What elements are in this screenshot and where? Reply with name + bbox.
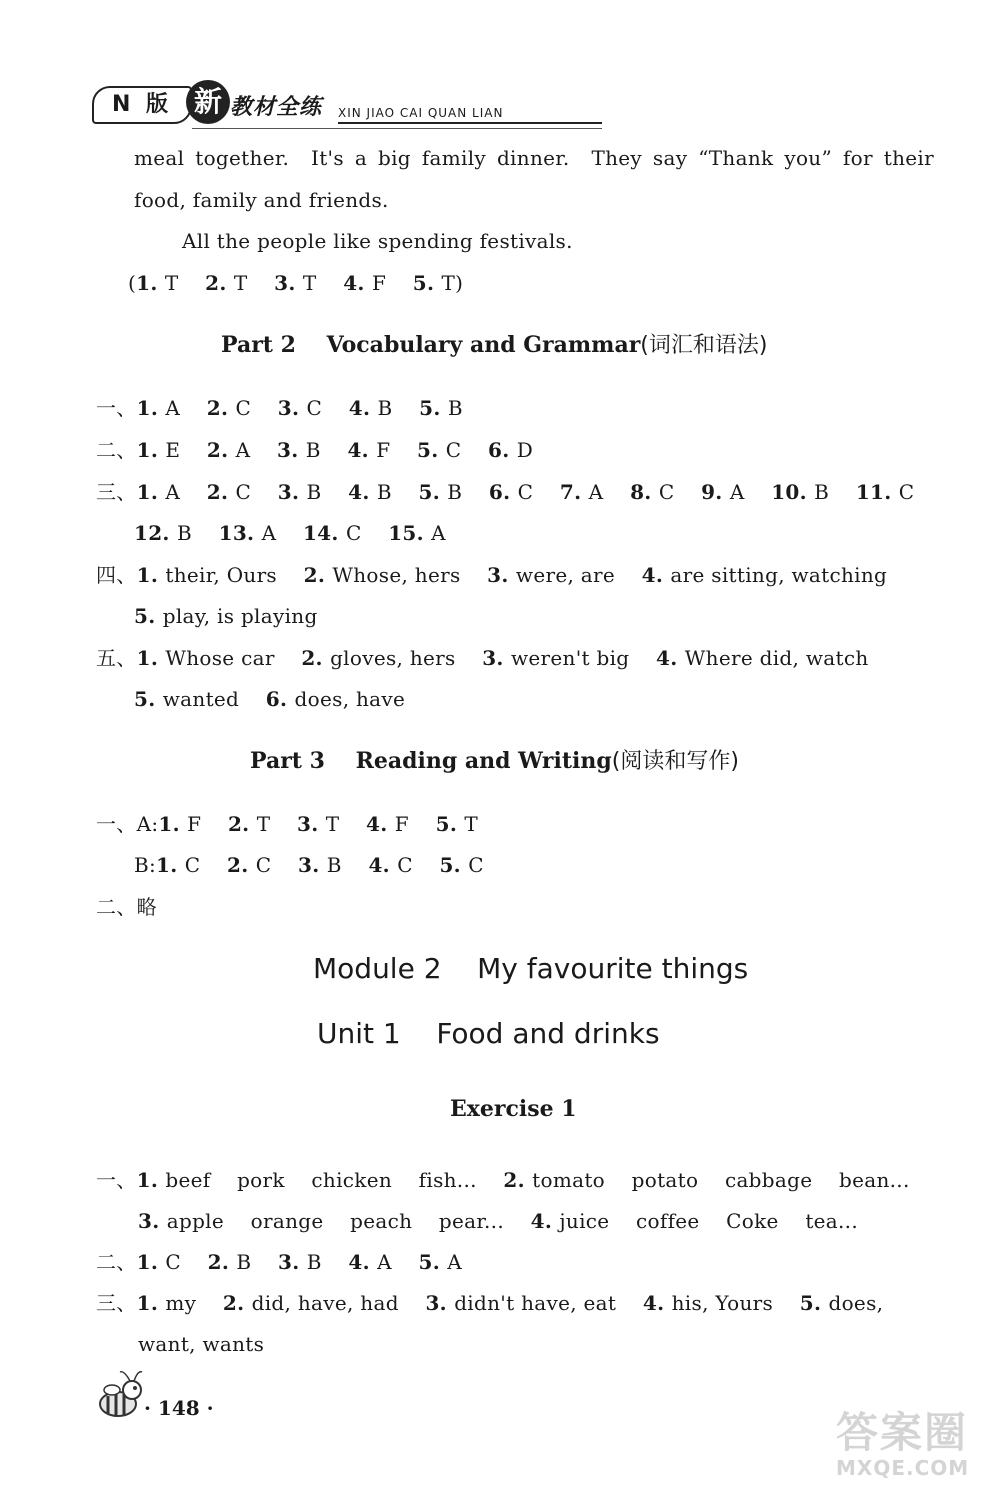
section-label: 三、 <box>96 480 137 504</box>
item-number: 1. <box>156 853 185 877</box>
item-answer: A <box>377 1250 392 1274</box>
item-number: 5. <box>439 853 469 877</box>
passage-line: meal together. It's a big family dinner. They say “Thank you” for their <box>134 146 934 170</box>
item-number: 5. <box>412 271 442 295</box>
header-big-char: 新 <box>186 80 230 124</box>
item-answer: C <box>165 1250 181 1274</box>
bee-mascot-icon <box>94 1368 150 1424</box>
item-number: 5. <box>799 1291 829 1315</box>
answer-list <box>137 396 463 420</box>
item-answer: his, Yours <box>671 1291 774 1315</box>
item-number: 1. <box>158 812 188 836</box>
exercise-title: Exercise 1 <box>450 1096 577 1122</box>
item-answer: B <box>377 396 393 420</box>
page-header <box>92 78 602 134</box>
item-answer: B <box>376 480 392 504</box>
item-number: 1. <box>136 646 166 670</box>
item-number: 4. <box>368 853 398 877</box>
item-answer: are sitting, watching <box>670 563 888 587</box>
item-answer: C <box>306 396 323 420</box>
section-label: 二、 <box>96 1250 137 1274</box>
answer-row <box>96 1167 910 1193</box>
item-number: 4. <box>656 646 685 670</box>
item-answer: A <box>431 521 446 545</box>
item-number: 5. <box>418 480 448 504</box>
unit-title: Unit 1 Food and drinks <box>317 1017 660 1050</box>
item-answer: Whose car <box>165 646 275 670</box>
answer-row <box>134 852 484 878</box>
item-number: 1. <box>136 480 166 504</box>
item-number: 1. <box>136 438 166 462</box>
item-number: 4. <box>530 1209 560 1233</box>
item-answer: F <box>187 812 202 836</box>
item-answer: T <box>441 271 456 295</box>
answer-row <box>134 603 318 629</box>
item-number: 4. <box>641 563 671 587</box>
item-answer: B <box>814 480 830 504</box>
item-answer: E <box>165 438 181 462</box>
answer-list <box>137 563 888 587</box>
item-number: 3. <box>482 646 511 670</box>
watermark-url: MXQE.COM <box>836 1456 970 1480</box>
item-answer: C <box>517 480 534 504</box>
item-answer: play, is playing <box>162 604 318 628</box>
item-answer: apple orange peach pear... <box>166 1209 504 1233</box>
answer-text: want, wants <box>138 1332 265 1356</box>
header-pinyin: XIN JIAO CAI QUAN LIAN <box>338 106 504 120</box>
item-answer: were, are <box>515 563 616 587</box>
item-number: 3. <box>278 1250 307 1274</box>
section-label: B: <box>134 853 157 877</box>
section-label: 三、 <box>96 1291 137 1315</box>
item-answer: B <box>306 1250 322 1274</box>
answer-row: (1. T 2. T 3. T 4. F 5. T) <box>128 271 464 295</box>
answer-list <box>137 646 869 670</box>
answer-list <box>137 438 534 462</box>
item-number: 10. <box>771 480 815 504</box>
answer-row <box>96 437 533 463</box>
item-number: 6. <box>488 480 518 504</box>
answer-list <box>156 853 484 877</box>
item-number: 4. <box>348 480 377 504</box>
item-answer: B <box>447 396 463 420</box>
item-answer: weren't big <box>510 646 630 670</box>
answer-row <box>96 479 914 505</box>
item-answer: C <box>445 438 462 462</box>
item-number: 5. <box>418 1250 448 1274</box>
answer-row <box>134 520 446 546</box>
answer-list <box>137 1291 884 1315</box>
item-number: 4. <box>348 1250 378 1274</box>
part2-title-cn: (词汇和语法) <box>640 333 768 358</box>
item-answer: A <box>729 480 745 504</box>
part2-heading <box>221 331 767 360</box>
item-number: 12. <box>134 521 177 545</box>
item-answer: T <box>302 271 317 295</box>
item-answer: beef pork chicken fish... <box>165 1168 477 1192</box>
answer-list <box>137 480 915 504</box>
answer-row <box>96 811 478 837</box>
item-number: 14. <box>302 521 346 545</box>
item-answer: D <box>516 438 534 462</box>
item-answer: does, have <box>294 687 406 711</box>
item-number: 4. <box>348 396 378 420</box>
item-number: 5. <box>417 438 446 462</box>
answer-row <box>96 894 157 920</box>
item-number: 2. <box>222 1291 252 1315</box>
header-rule <box>338 122 602 124</box>
item-number: 3. <box>298 853 327 877</box>
section-label: 一、A: <box>96 812 159 836</box>
answer-row <box>96 395 463 421</box>
item-number: 9. <box>701 480 730 504</box>
passage-line: food, family and friends. <box>134 188 389 212</box>
header-rule-thin <box>192 128 602 129</box>
item-number: 2. <box>503 1168 533 1192</box>
answer-row <box>96 645 869 671</box>
item-answer: wanted <box>162 687 240 711</box>
item-answer: A <box>588 480 604 504</box>
item-answer: B <box>306 480 322 504</box>
item-number: 6. <box>265 687 295 711</box>
part3-title-cn: (阅读和写作) <box>611 749 739 774</box>
item-number: 2. <box>207 1250 237 1274</box>
item-answer: F <box>371 271 387 295</box>
item-number: 13. <box>218 521 262 545</box>
item-number: 4. <box>642 1291 672 1315</box>
item-answer: B <box>236 1250 252 1274</box>
item-number: 2. <box>227 812 257 836</box>
header-subtitle: 教材全练 <box>230 95 323 120</box>
part3-title: Part 3 Reading and Writing <box>250 748 612 774</box>
section-label: 五、 <box>96 646 137 670</box>
item-number: 2. <box>303 563 333 587</box>
item-number: 1. <box>136 271 165 295</box>
item-number: 3. <box>274 271 303 295</box>
answer-row <box>134 686 405 712</box>
page-number: · 148 · <box>144 1396 214 1420</box>
section-label: 二、 <box>96 438 137 462</box>
item-answer: T <box>256 812 271 836</box>
item-number: 1. <box>136 1291 166 1315</box>
answer-row <box>96 1290 883 1316</box>
item-answer: A <box>261 521 277 545</box>
item-number: 7. <box>559 480 589 504</box>
item-answer: gloves, hers <box>330 646 456 670</box>
item-number: 3. <box>277 438 306 462</box>
part2-title: Part 2 Vocabulary and Grammar <box>221 332 641 358</box>
item-number: 4. <box>366 812 395 836</box>
module-title: Module 2 My favourite things <box>313 952 749 985</box>
edition-badge: N 版 <box>92 86 192 124</box>
item-answer: C <box>235 396 252 420</box>
item-number: 3. <box>425 1291 455 1315</box>
item-answer: T <box>325 812 340 836</box>
item-number: 3. <box>297 812 326 836</box>
item-number: 2. <box>206 396 236 420</box>
item-number: 4. <box>347 438 377 462</box>
item-answer: Where did, watch <box>684 646 869 670</box>
item-answer: A <box>165 480 181 504</box>
item-answer: C <box>255 853 272 877</box>
item-answer: C <box>658 480 675 504</box>
item-answer: C <box>184 853 201 877</box>
item-number: 1. <box>136 1250 166 1274</box>
item-number: 2. <box>206 480 236 504</box>
item-number: 3. <box>277 480 307 504</box>
item-answer: T <box>233 271 248 295</box>
item-number: 5. <box>134 687 163 711</box>
item-answer: Whose, hers <box>332 563 461 587</box>
item-answer: C <box>397 853 413 877</box>
item-number: 1. <box>136 396 166 420</box>
item-answer: B <box>305 438 321 462</box>
item-answer: F <box>394 812 409 836</box>
section-label: 二、 <box>96 895 137 919</box>
item-answer: juice coffee Coke tea... <box>559 1209 858 1233</box>
item-number: 2. <box>206 438 236 462</box>
item-answer: C <box>898 480 915 504</box>
answer-row <box>96 562 887 588</box>
item-number: 15. <box>388 521 432 545</box>
answer-row <box>138 1208 858 1234</box>
item-answer: C <box>235 480 252 504</box>
item-answer: my <box>165 1291 197 1315</box>
item-number: 5. <box>134 604 163 628</box>
item-number: 1. <box>136 563 166 587</box>
item-answer: A <box>235 438 251 462</box>
answer-list <box>137 1168 910 1192</box>
item-answer: B <box>326 853 342 877</box>
answer-row <box>96 1249 462 1275</box>
item-number: 11. <box>855 480 899 504</box>
part3-heading <box>250 747 739 776</box>
item-number: 3. <box>487 563 516 587</box>
item-number: 2. <box>301 646 331 670</box>
section-label: 一、 <box>96 1168 137 1192</box>
item-number: 4. <box>343 271 372 295</box>
item-answer: does, <box>828 1291 884 1315</box>
item-answer: F <box>376 438 391 462</box>
item-answer: B <box>176 521 192 545</box>
item-number: 1. <box>136 1168 166 1192</box>
answer-list <box>158 812 478 836</box>
item-number: 3. <box>277 396 307 420</box>
item-number: 3. <box>138 1209 167 1233</box>
item-answer: C <box>468 853 484 877</box>
item-answer: didn't have, eat <box>454 1291 617 1315</box>
item-number: 5. <box>435 812 465 836</box>
item-answer: C <box>345 521 362 545</box>
page-footer <box>94 1368 254 1424</box>
item-answer: tomato potato cabbage bean... <box>532 1168 910 1192</box>
item-answer: B <box>447 480 463 504</box>
watermark-main: 答案圈 <box>836 1408 969 1457</box>
answer-list <box>137 1250 462 1274</box>
item-answer: T <box>464 812 478 836</box>
item-answer: A <box>447 1250 463 1274</box>
item-number: 2. <box>227 853 256 877</box>
item-answer: did, have, had <box>251 1291 399 1315</box>
item-answer: their, Ours <box>165 563 277 587</box>
item-number: 6. <box>488 438 517 462</box>
item-number: 2. <box>205 271 234 295</box>
item-answer: A <box>165 396 181 420</box>
section-label: 一、 <box>96 396 137 420</box>
passage-line: All the people like spending festivals. <box>182 229 573 253</box>
answer-text: 略 <box>136 895 157 919</box>
item-number: 8. <box>630 480 659 504</box>
section-label: 四、 <box>96 563 137 587</box>
item-answer: T <box>164 271 179 295</box>
item-number: 5. <box>419 396 448 420</box>
watermark <box>836 1400 996 1486</box>
